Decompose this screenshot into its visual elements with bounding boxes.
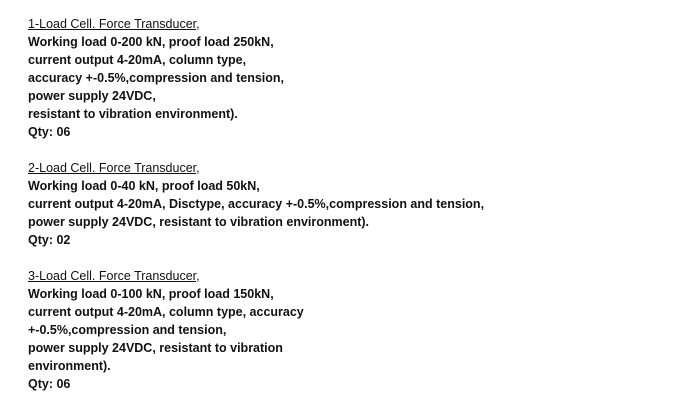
spec-line: environment). [28, 359, 111, 373]
spec-line: power supply 24VDC, resistant to vibration [28, 341, 283, 355]
spec-line: +-0.5%,compression and tension, [28, 323, 227, 337]
spec-line: resistant to vibration environment). [28, 107, 238, 121]
quantity: Qty: 06 [28, 377, 71, 391]
spec-line: power supply 24VDC, [28, 89, 156, 103]
item-title: 2-Load Cell. Force Transducer, [28, 161, 200, 175]
spec-line: accuracy +-0.5%,compression and tension, [28, 71, 284, 85]
spec-line: current output 4-20mA, Disctype, accuracy +-0.5%,compression and tension, [28, 197, 485, 211]
quantity: Qty: 02 [28, 233, 71, 247]
spec-line: Working load 0-100 kN, proof load 150kN, [28, 287, 274, 301]
document-body [28, 15, 668, 411]
quantity: Qty: 06 [28, 125, 71, 139]
spec-line: current output 4-20mA, column type, accuracy [28, 305, 304, 319]
item-3 [28, 267, 668, 393]
item-2 [28, 159, 668, 249]
spec-line: Working load 0-200 kN, proof load 250kN, [28, 35, 274, 49]
spec-line: Working load 0-40 kN, proof load 50kN, [28, 179, 260, 193]
item-title: 3-Load Cell. Force Transducer, [28, 269, 200, 283]
spec-line: current output 4-20mA, column type, [28, 53, 247, 67]
item-1 [28, 15, 668, 141]
spec-line: power supply 24VDC, resistant to vibration environment). [28, 215, 370, 229]
item-title: 1-Load Cell. Force Transducer, [28, 17, 200, 31]
